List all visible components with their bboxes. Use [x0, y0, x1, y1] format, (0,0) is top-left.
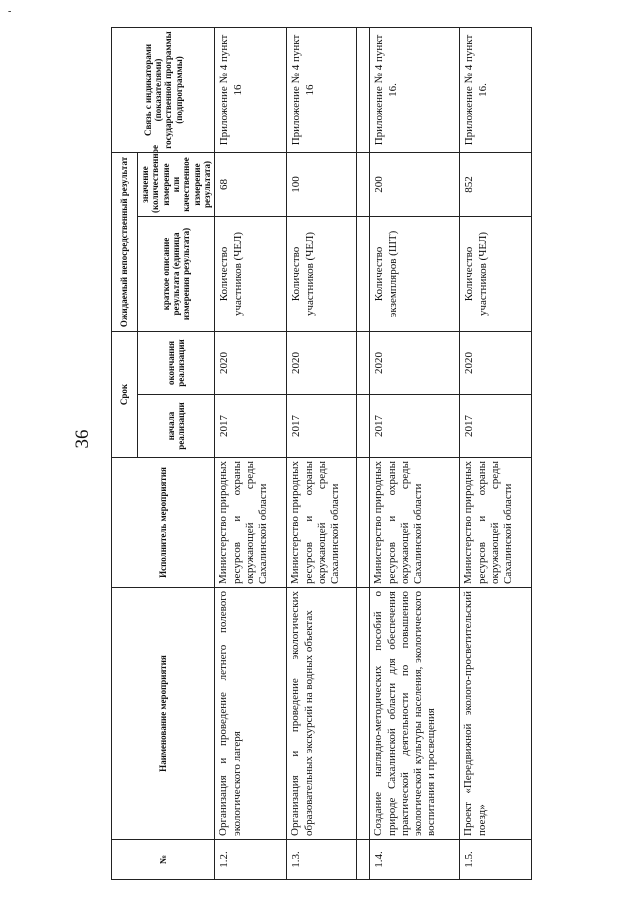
row-link: Приложение № 4 пункт 16. [370, 27, 460, 152]
header-executor: Исполнитель мероприятия [112, 458, 215, 588]
row-num: 1.5. [460, 840, 532, 880]
row-executor: Министерство природных ресурсов и охраны окружающей среды Сахалинской области [287, 458, 357, 588]
header-expected: Ожидаемый непосредственный результат [112, 152, 138, 331]
header-link: Связь с индикаторами (показателями) государственной программы (подпрограммы) [112, 27, 215, 152]
row-end: 2020 [215, 331, 287, 394]
events-table [111, 27, 532, 880]
row-link: Приложение № 4 пункт 16. [460, 27, 532, 152]
header-term: Срок [112, 331, 138, 457]
row-end: 2020 [287, 331, 357, 394]
row-num: 1.2. [215, 840, 287, 880]
row-description: Количество участников (ЧЕЛ) [215, 216, 287, 331]
table-row [460, 27, 532, 879]
row-link: Приложение № 4 пункт 16 [215, 27, 287, 152]
row-name: Создание наглядно-методических пособий о природе Сахалинской области для обеспечения практической деятельности по повышению экологической культуры населения, экологического воспитания и просвещения [370, 588, 460, 840]
row-name: Проект «Передвижной эколого-просветительский поезд» [460, 588, 532, 840]
row-start: 2017 [370, 395, 460, 458]
table-row [370, 27, 460, 879]
row-value: 68 [215, 152, 287, 216]
row-link: Приложение № 4 пункт 16 [287, 27, 357, 152]
table-row [215, 27, 287, 879]
header-start: начала реализации [138, 395, 215, 458]
row-executor: Министерство природных ресурсов и охраны окружающей среды Сахалинской области [460, 458, 532, 588]
row-num: 1.4. [370, 840, 460, 880]
row-end: 2020 [460, 331, 532, 394]
row-name: Организация и проведение летнего полевого экологического лагеря [215, 588, 287, 840]
header-end: окончания реализации [138, 331, 215, 394]
header-num: № [112, 840, 215, 880]
rotated-table-container [111, 28, 529, 880]
header-value: значение (количественное измерение или качественное измерение результата) [138, 152, 215, 216]
row-description: Количество участников (ЧЕЛ) [460, 216, 532, 331]
row-description: Количество экземпляров (ШТ) [370, 216, 460, 331]
row-executor: Министерство природных ресурсов и охраны окружающей среды Сахалинской области [370, 458, 460, 588]
row-divider [357, 27, 370, 879]
row-executor: Министерство природных ресурсов и охраны окружающей среды Сахалинской области [215, 458, 287, 588]
row-num: 1.3. [287, 840, 357, 880]
row-description: Количество участников (ЧЕЛ) [287, 216, 357, 331]
page-number: 36 [72, 429, 93, 449]
row-end: 2020 [370, 331, 460, 394]
header-description: краткое описание результата (единица измерения результата) [138, 216, 215, 331]
row-value: 100 [287, 152, 357, 216]
row-name: Организация и проведение экологических образовательных экскурсий на водных объектах [287, 588, 357, 840]
header-name: Наименование мероприятия [112, 588, 215, 840]
table-row [287, 27, 357, 879]
row-start: 2017 [460, 395, 532, 458]
row-start: 2017 [215, 395, 287, 458]
row-start: 2017 [287, 395, 357, 458]
corner-mark: - [8, 6, 12, 17]
row-value: 852 [460, 152, 532, 216]
row-value: 200 [370, 152, 460, 216]
